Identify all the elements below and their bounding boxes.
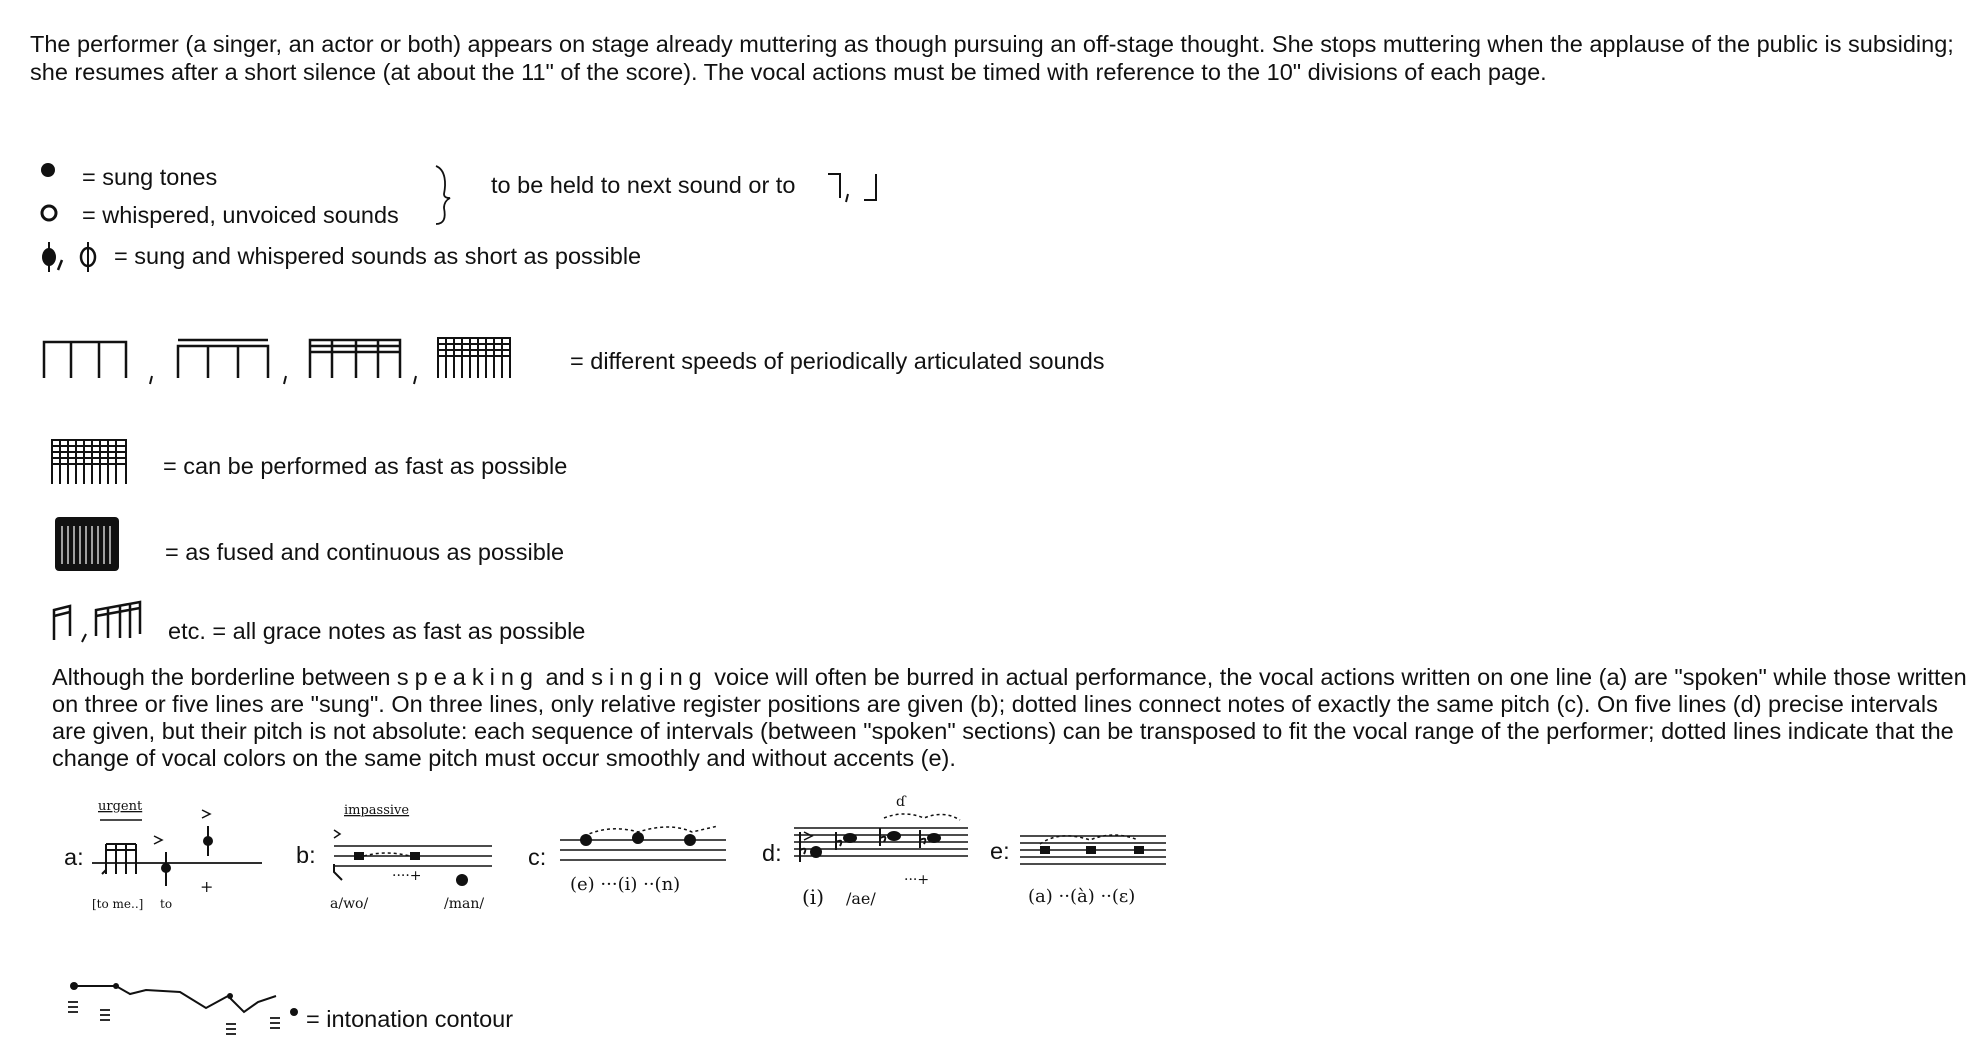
legend-grace: etc. = all grace notes as fast as possible <box>168 618 586 644</box>
grace-notes-icon <box>50 600 150 644</box>
brace-icon <box>434 164 454 226</box>
example-e-label: e: <box>990 838 1010 864</box>
example-d-label: d: <box>762 840 782 866</box>
legend-speeds: = different speeds of periodically articulated sounds <box>570 348 1105 374</box>
example-b-notation <box>326 800 496 910</box>
example-b-label: b: <box>296 842 316 868</box>
example-a-tempo: urgent <box>98 799 143 814</box>
intonation-contour-icon <box>66 972 296 1036</box>
legend-short: = sung and whispered sounds as short as possible <box>114 243 642 269</box>
para-part-3: voice will often be burred in actual performance, the vocal actions written on one line (a) are "spoken" while those written on three or five lines are "sung". On three lines, only relative register positions are given (b); dotted lines connect notes of exactly the same pitch (c). On five lines (d) precise intervals are given, but their pitch is not absolute: each sequence of intervals (between "spoken" sections) can be transposed to fit the vocal range of the performer; dotted lines indicate that the change of vocal colors on the same pitch must occur smoothly and without accents (e). <box>52 664 1967 771</box>
short-notes-icon <box>40 240 100 274</box>
hollow-notehead-icon <box>38 203 60 223</box>
example-a-text2: to <box>160 897 173 911</box>
svg-text:····+: ····+ <box>392 868 422 884</box>
example-e-notation <box>1020 806 1190 906</box>
example-b-text2: /man/ <box>444 896 485 912</box>
svg-text:ɗ: ɗ <box>896 794 906 810</box>
example-d-notation <box>794 792 974 912</box>
example-c-text: (e) ···(i) ··(n) <box>570 874 681 895</box>
example-a-label: a: <box>64 844 84 870</box>
example-a-text1: [to me..] <box>92 897 144 911</box>
articulated-speeds-icon <box>44 338 524 388</box>
filled-notehead-icon <box>38 160 58 180</box>
example-b-tempo: impassive <box>344 803 410 818</box>
fast-as-possible-icon <box>52 440 132 486</box>
example-b-text1: a/wo/ <box>330 896 369 912</box>
svg-text:···+: ···+ <box>904 872 930 888</box>
example-c-notation <box>560 810 730 900</box>
para-speaking: speaking <box>396 664 539 690</box>
para-singing: singing <box>591 664 708 690</box>
example-d-text2: /ae/ <box>846 889 876 908</box>
para-part-1: Although the borderline between <box>52 664 391 690</box>
explanation-paragraph <box>52 664 1967 772</box>
legend-held: to be held to next sound or to <box>491 172 796 198</box>
example-a-notation <box>92 796 272 911</box>
legend-sung-tones: = sung tones <box>82 164 218 190</box>
hold-bracket-icons <box>826 170 886 204</box>
fused-continuous-icon <box>54 516 124 576</box>
intro-paragraph: The performer (a singer, an actor or both) appears on stage already muttering as though pursuing an off-stage thought. She stops muttering when the applause of the public is subsiding; she resumes after a short silence (at about the 11" of the score). The vocal actions must be timed with reference to the 10" divisions of each page. <box>30 31 1954 85</box>
svg-text:+: + <box>200 877 214 896</box>
legend-fused: = as fused and continuous as possible <box>165 539 565 565</box>
example-d-text1: (i) <box>802 885 825 909</box>
legend-fast: = can be performed as fast as possible <box>163 453 568 479</box>
para-part-2: and <box>545 664 585 690</box>
example-c-label: c: <box>528 844 547 870</box>
legend-whispered: = whispered, unvoiced sounds <box>82 202 399 228</box>
example-e-text: (a) ··(à) ··(ɛ) <box>1028 886 1136 907</box>
legend-contour: = intonation contour <box>306 1006 514 1032</box>
